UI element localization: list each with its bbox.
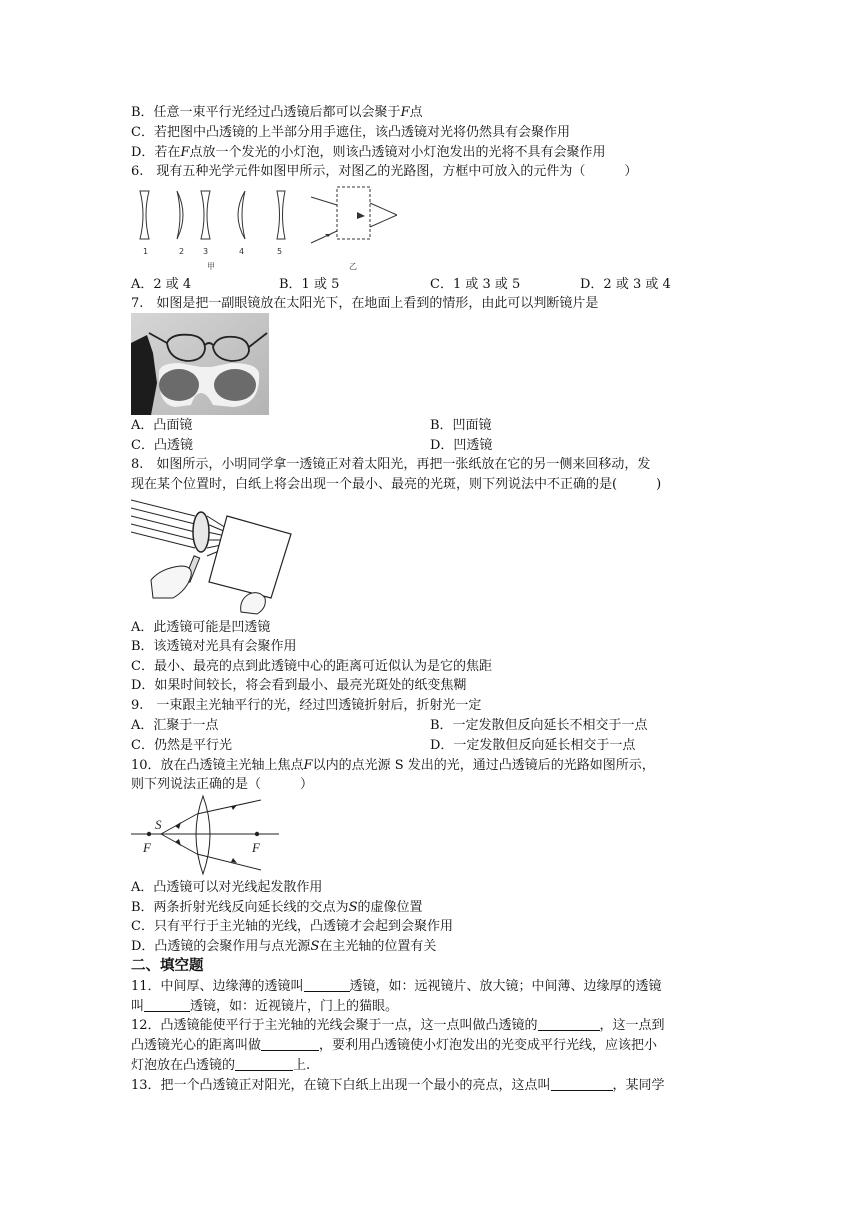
left-hand [151,566,191,598]
convex-lens [196,796,210,874]
q9-option-b: B．一定发散但反向延长不相交于一点 [430,718,648,733]
q6-option-c: C．1 或 3 或 5 [430,277,521,292]
blank[interactable] [551,1077,613,1091]
lens-label-5: 5 [277,247,283,256]
q7-option-d: D．凹透镜 [430,438,493,453]
figure-label-jia: 甲 [207,262,215,271]
label-f-left: F [143,840,151,855]
q7-stem: 7. 如图是把一副眼镜放在太阳光下，在地面上看到的情形，由此可以判断镜片是 [131,296,599,311]
q8-option-c: C．最小、最亮的点到此透镜中心的距离可近似认为是它的焦距 [131,659,492,674]
section-title-fill-blanks: 二、填空题 [131,957,204,974]
q8-option-d: D．如果时间较长，将会看到最小、最亮光斑处的纸变焦糊 [131,678,467,693]
focal-point-left [147,832,151,836]
lens-label-3: 3 [203,247,209,256]
lens-label-4: 4 [239,247,245,256]
q7-option-c: C．凸透镜 [131,438,193,453]
q9-stem: 9. 一束跟主光轴平行的光，经过凹透镜折射后，折射光一定 [131,698,482,713]
q7-photo-glasses-shadow [131,313,269,415]
lens-1-biconcave [140,191,149,239]
arrow-icon [231,805,237,810]
right-hand [241,593,266,614]
q8-stem-line2: 现在某个位置时，白纸上将会出现一个最小、最亮的光斑，则下列说法中不正确的是( ) [131,477,662,492]
q11-line2: 叫 透镜，如：近视镜片，门上的猫眼。 [131,999,399,1014]
arrow-icon [175,822,181,829]
lens-label-2: 2 [179,247,185,256]
q11-line1: 11．中间厚、边缘薄的透镜叫 透镜，如：远视镜片、放大镜；中间薄、边缘厚的透镜 [131,979,662,994]
lens-label-1: 1 [143,247,149,256]
q12-line3: 灯泡放在凸透镜的 上. [131,1058,311,1073]
q13-line1: 13．把一个凸透镜正对阳光，在镜下白纸上出现一个最小的亮点，这点叫 ，某同学 [131,1078,665,1093]
lens-5-planoconcave [277,191,285,239]
q8-figure-magnifier-paper [131,494,301,618]
label-s: S [155,817,162,832]
q9-option-c: C．仍然是平行光 [131,738,232,753]
q10-option-c: C．只有平行于主光轴的光线，凸透镜才会起到会聚作用 [131,919,453,934]
q8-option-a: A．此透镜可能是凹透镜 [131,620,271,635]
lens-4-meniscus [238,191,245,239]
blank[interactable] [261,1037,319,1051]
blank[interactable] [304,978,350,992]
q8-option-b: B．该透镜对光具有会聚作用 [131,639,297,654]
q10-stem-line2: 则下列说法正确的是（ ） [131,777,314,792]
ray-out-bottom [370,215,397,227]
q10-figure-convex-lens [131,794,281,878]
figure-label-yi: 乙 [349,262,357,271]
magnifier-lens [193,512,209,552]
arrow-icon [357,212,365,219]
blank[interactable] [538,1017,600,1031]
q12-line1: 12．凸透镜能使平行于主光轴的光线会聚于一点，这一点叫做凸透镜的 ，这一点到 [131,1018,665,1033]
blank[interactable] [144,998,190,1012]
arrow-icon [175,839,181,846]
q7-option-b: B．凹面镜 [430,418,492,433]
q12-line2: 凸透镜光心的距离叫做 ，要利用凸透镜使小灯泡发出的光变成平行光线，应该把小 [131,1038,658,1053]
focal-point-right [255,832,259,836]
label-f-right: F [252,840,260,855]
q10-option-a: A．凸透镜可以对光线起发散作用 [131,880,323,895]
q7-option-a: A．凸面镜 [131,418,193,433]
blank[interactable] [235,1057,293,1071]
q10-option-b: B．两条折射光线反向延长线的交点为S的虚像位置 [131,900,423,915]
dashed-box [337,187,370,239]
q6-stem: 6. 现有五种光学元件如图甲所示，对图乙的光路图，方框中可放入的元件为（ ） [131,164,638,179]
ray-in-bottom [311,231,337,243]
q5-option-d: D．若在F点放一个发光的小灯泡，则该凸透镜对小灯泡发出的光将不具有会聚作用 [131,145,606,160]
q6-option-a: A．2 或 4 [131,277,192,292]
q6-figure [131,183,406,273]
q5-option-c: C．若把图中凸透镜的上半部分用手遮住，该凸透镜对光将仍然具有会聚作用 [131,125,570,140]
lens-2-meniscus [177,191,183,239]
q6-option-b: B．1 或 5 [279,277,340,292]
ray-in-top [311,197,337,205]
q8-stem-line1: 8. 如图所示，小明同学拿一透镜正对着太阳光，再把一张纸放在它的另一侧来回移动，发 [131,457,651,472]
q10-stem-line1: 10．放在凸透镜主光轴上焦点F以内的点光源 S 发出的光，通过凸透镜后的光路如图所示， [131,758,655,773]
lens-3-meniscus [201,191,210,239]
q9-option-d: D．一定发散但反向延长相交于一点 [430,738,636,753]
ray-out-top [370,203,397,215]
q9-option-a: A．汇聚于一点 [131,718,219,733]
q10-option-d: D．凸透镜的会聚作用与点光源S在主光轴的位置有关 [131,939,437,954]
q6-option-d: D．2 或 3 或 4 [580,277,671,292]
paper-sheet [209,516,291,598]
q5-option-b: B．任意一束平行光经过凸透镜后都可以会聚于F点 [131,105,423,120]
